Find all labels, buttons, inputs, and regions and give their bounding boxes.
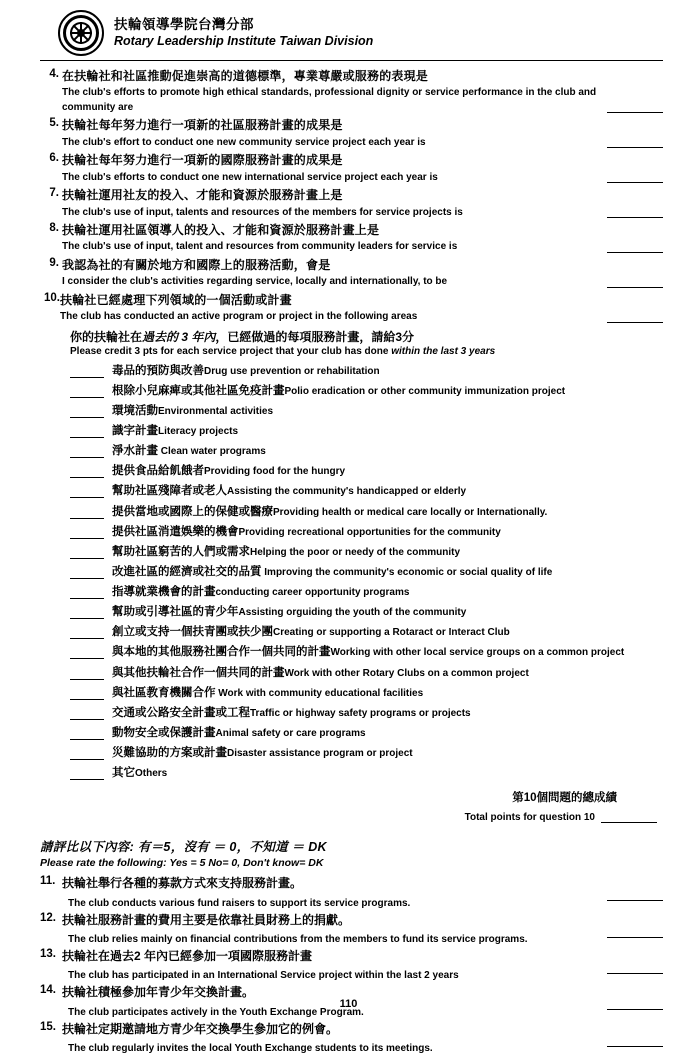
checklist-blank[interactable] bbox=[70, 386, 104, 398]
question-text-en: The club regularly invites the local Youth Exchange students to its meetings. bbox=[68, 1043, 433, 1055]
answer-blank[interactable] bbox=[607, 99, 663, 113]
rating-instruction bbox=[40, 837, 663, 869]
checklist-blank[interactable] bbox=[70, 647, 104, 659]
question-number: 12. bbox=[40, 911, 56, 924]
questions-section-2 bbox=[40, 875, 663, 1056]
credit-instruction bbox=[70, 328, 663, 357]
checklist-label-en: Providing health or medical care locally or Internationally. bbox=[273, 506, 548, 518]
checklist-blank[interactable] bbox=[70, 607, 104, 619]
question-row bbox=[40, 187, 663, 220]
list-item bbox=[70, 725, 663, 740]
answer-blank[interactable] bbox=[607, 887, 663, 901]
checklist-label-en: Animal safety or care programs bbox=[215, 727, 366, 739]
service-project-checklist bbox=[70, 363, 663, 780]
document-header bbox=[40, 10, 663, 56]
total-label-en: Total points for question 10 bbox=[464, 812, 595, 824]
checklist-label-en: Environmental activities bbox=[158, 405, 274, 417]
checklist-blank[interactable] bbox=[70, 366, 104, 378]
checklist-blank[interactable] bbox=[70, 486, 104, 498]
checklist-label-cn: 提供當地或國際上的保健或醫療 bbox=[112, 505, 273, 518]
page-number: 110 bbox=[339, 998, 358, 1010]
list-item bbox=[70, 423, 663, 438]
list-item bbox=[70, 765, 663, 780]
checklist-label-cn: 其它 bbox=[112, 767, 135, 780]
question-number: 11. bbox=[40, 875, 56, 888]
list-item bbox=[70, 403, 663, 418]
checklist-label-en: Work with community educational facilities bbox=[215, 687, 424, 699]
question-number: 8. bbox=[49, 222, 59, 235]
checklist-label-cn: 提供社區消遣娛樂的機會 bbox=[112, 525, 239, 538]
question-number: 10. bbox=[44, 291, 60, 304]
question-text-en: The club's efforts to conduct one new international service project each year is bbox=[62, 171, 438, 183]
checklist-blank[interactable] bbox=[70, 527, 104, 539]
question-number: 5. bbox=[49, 117, 59, 130]
checklist-blank[interactable] bbox=[70, 587, 104, 599]
answer-blank[interactable] bbox=[607, 924, 663, 938]
list-item bbox=[70, 705, 663, 720]
question-row bbox=[40, 292, 663, 325]
list-item bbox=[70, 383, 663, 398]
checklist-blank[interactable] bbox=[70, 708, 104, 720]
checklist-blank[interactable] bbox=[70, 547, 104, 559]
credit-instruction-cn: 你的扶輪社在過去的 3 年內，已經做過的每項服務計畫，請給3分 bbox=[70, 329, 415, 344]
checklist-blank[interactable] bbox=[70, 728, 104, 740]
question-text-en: The club's efforts to promote high ethical standards, professional dignity or service performance in the club and community are bbox=[62, 87, 597, 113]
checklist-label-en: Improving the community's economic or social quality of life bbox=[261, 566, 553, 578]
question-text-cn: 扶輪社服務計畫的費用主要是依靠社員財務上的捐獻。 bbox=[62, 912, 351, 927]
checklist-blank[interactable] bbox=[70, 668, 104, 680]
checklist-label-cn: 創立或支持一個扶青團或扶少團 bbox=[112, 626, 273, 639]
question-text-en: I consider the club's activities regarding service, locally and internationally, to be bbox=[62, 276, 448, 288]
question-text-cn: 扶輪社在過去2 年內已經參加一項國際服務計畫 bbox=[62, 948, 313, 963]
checklist-label-en: Polio eradication or other community immunization project bbox=[284, 385, 566, 397]
checklist-label-en: Working with other local service groups on a common project bbox=[330, 647, 625, 659]
list-item bbox=[70, 564, 663, 579]
checklist-label-cn: 與其他扶輪社合作一個共同的計畫 bbox=[112, 666, 285, 679]
checklist-label-cn: 與本地的其他服務社團合作一個共同的計畫 bbox=[112, 646, 331, 659]
checklist-label-cn: 根除小兒麻痺或其他社區免疫計畫 bbox=[112, 384, 285, 397]
question-text-cn: 扶輪社舉行各種的募款方式來支持服務計畫。 bbox=[62, 876, 303, 891]
checklist-blank[interactable] bbox=[70, 406, 104, 418]
checklist-blank[interactable] bbox=[70, 466, 104, 478]
org-name-en: Rotary Leadership Institute Taiwan Division bbox=[114, 33, 374, 48]
question-text-en: The club's use of input, talents and resources of the members for service projects is bbox=[62, 206, 463, 218]
org-name-cn: 扶輪領導學院台灣分部 bbox=[114, 16, 254, 32]
question-text-cn: 扶輪社定期邀請地方青少年交換學生參加它的例會。 bbox=[62, 1021, 339, 1036]
total-points-block bbox=[40, 789, 657, 823]
answer-blank[interactable] bbox=[607, 239, 663, 253]
checklist-label-cn: 毒品的預防與改善 bbox=[112, 364, 204, 377]
question-number: 13. bbox=[40, 947, 56, 960]
total-label-cn: 第10個問題的總成績 bbox=[512, 792, 617, 805]
header-divider bbox=[40, 60, 663, 61]
question-text-cn: 在扶輪社和社區推動促進崇高的道德標準，專業尊嚴或服務的表現是 bbox=[62, 69, 429, 83]
checklist-label-en: Work with other Rotary Clubs on a common project bbox=[284, 667, 529, 679]
question-number: 14. bbox=[40, 984, 56, 997]
checklist-label-en: Literacy projects bbox=[158, 426, 239, 438]
question-row bbox=[40, 257, 663, 290]
question-text-en: The club participates actively in the Youth Exchange Program. bbox=[68, 1006, 364, 1018]
question-text-en: The club conducts various fund raisers to support its service programs. bbox=[68, 897, 411, 909]
checklist-label-cn: 指導就業機會的計畫 bbox=[112, 586, 216, 599]
checklist-label-cn: 幫助或引導社區的青少年 bbox=[112, 606, 239, 619]
list-item bbox=[70, 624, 663, 639]
checklist-label-cn: 幫助社區殘障者或老人 bbox=[112, 485, 227, 498]
question-text-cn: 扶輪社積極參加年青少年交換計畫。 bbox=[62, 985, 255, 1000]
list-item bbox=[70, 685, 663, 700]
questions-section bbox=[40, 68, 663, 325]
checklist-label-cn: 與社區教育機關合作 bbox=[112, 686, 216, 699]
list-item bbox=[70, 544, 663, 559]
question-row bbox=[40, 912, 663, 947]
checklist-label-en: Creating or supporting a Rotaract or Interact Club bbox=[273, 627, 510, 639]
list-item bbox=[70, 483, 663, 498]
question-row bbox=[40, 875, 663, 910]
answer-blank[interactable] bbox=[607, 204, 663, 218]
answer-blank[interactable] bbox=[607, 309, 663, 323]
question-row bbox=[40, 68, 663, 115]
list-item bbox=[70, 443, 663, 458]
checklist-blank[interactable] bbox=[70, 748, 104, 760]
checklist-label-cn: 幫助社區窮苦的人們或需求 bbox=[112, 545, 250, 558]
question-number: 4. bbox=[49, 68, 59, 80]
list-item bbox=[70, 644, 663, 659]
organization-names bbox=[114, 17, 373, 50]
checklist-label-cn: 交通或公路安全計畫或工程 bbox=[112, 706, 250, 719]
list-item bbox=[70, 665, 663, 680]
checklist-label-cn: 識字計畫 bbox=[112, 425, 158, 438]
question-number: 9. bbox=[49, 256, 59, 269]
checklist-label-en: conducting career opportunity programs bbox=[215, 587, 410, 599]
question-row bbox=[40, 222, 663, 255]
question-number: 6. bbox=[49, 152, 59, 165]
answer-blank[interactable] bbox=[607, 274, 663, 288]
answer-blank[interactable] bbox=[607, 1033, 663, 1047]
checklist-blank[interactable] bbox=[70, 688, 104, 700]
question-text-cn: 扶輪社每年努力進行一項新的國際服務計畫的成果是 bbox=[62, 153, 343, 168]
checklist-blank[interactable] bbox=[70, 446, 104, 458]
rating-instruction-cn: 請評比以下內容: 有＝5，沒有 ＝ 0，不知道 ＝ DK bbox=[40, 840, 327, 855]
list-item bbox=[70, 584, 663, 599]
question-text-cn: 扶輪社運用社區領導人的投入、才能和資源於服務計畫上是 bbox=[62, 223, 380, 238]
question-text-en: The club relies mainly on financial contributions from the members to fund its service programs. bbox=[68, 933, 528, 945]
question-text-en: The club's use of input, talent and resources from community leaders for service is bbox=[62, 241, 458, 253]
list-item bbox=[70, 463, 663, 478]
checklist-blank[interactable] bbox=[70, 567, 104, 579]
checklist-label-en: Traffic or highway safety programs or projects bbox=[250, 707, 471, 719]
checklist-label-en: Providing food for the hungry bbox=[204, 466, 346, 478]
checklist-label-en: Assisting orguiding the youth of the community bbox=[238, 607, 467, 619]
checklist-label-en: Others bbox=[135, 768, 168, 780]
checklist-label-cn: 改進社區的經濟或社交的品質 bbox=[112, 565, 262, 578]
checklist-blank[interactable] bbox=[70, 426, 104, 438]
list-item bbox=[70, 604, 663, 619]
question-text-cn: 扶輪社運用社友的投入、才能和資源於服務計畫上是 bbox=[62, 188, 343, 203]
question-text-cn: 扶輪社已經處理下列領域的一個活動或計畫 bbox=[60, 292, 292, 307]
credit-instruction-en: Please credit 3 pts for each service project that your club has done within the last 3 years bbox=[70, 345, 496, 357]
checklist-blank[interactable] bbox=[70, 507, 104, 519]
checklist-label-en: Clean water programs bbox=[158, 446, 266, 458]
checklist-label-en: Helping the poor or needy of the community bbox=[250, 546, 461, 558]
checklist-label-cn: 環境活動 bbox=[112, 404, 158, 417]
rotary-wheel-icon bbox=[58, 10, 104, 56]
answer-blank[interactable] bbox=[607, 960, 663, 974]
checklist-label-en: Disaster assistance program or project bbox=[227, 748, 413, 760]
list-item bbox=[70, 524, 663, 539]
checklist-blank[interactable] bbox=[70, 627, 104, 639]
question-text-cn: 扶輪社每年努力進行一項新的社區服務計畫的成果是 bbox=[62, 118, 343, 133]
checklist-label-en: Drug use prevention or rehabilitation bbox=[204, 365, 380, 377]
checklist-label-cn: 淨水計畫 bbox=[112, 445, 158, 458]
list-item bbox=[70, 363, 663, 378]
question-text-en: The club's effort to conduct one new community service project each year is bbox=[62, 136, 426, 148]
question-row bbox=[40, 117, 663, 150]
checklist-label-cn: 災難協助的方案或計畫 bbox=[112, 747, 227, 760]
answer-blank[interactable] bbox=[607, 169, 663, 183]
question-number: 15. bbox=[40, 1020, 56, 1033]
total-points-blank[interactable] bbox=[601, 810, 657, 823]
answer-blank[interactable] bbox=[607, 134, 663, 148]
rating-instruction-en: Please rate the following: Yes = 5 No= 0, Don't know= DK bbox=[40, 857, 324, 870]
question-text-en: The club has conducted an active program or project in the following areas bbox=[60, 311, 418, 323]
question-text-cn: 我認為社的有關於地方和國際上的服務活動，會是 bbox=[62, 257, 331, 272]
list-item bbox=[70, 745, 663, 760]
question-number: 7. bbox=[49, 187, 59, 200]
checklist-label-cn: 提供食品給飢餓者 bbox=[112, 465, 204, 478]
checklist-label-en: Assisting the community's handicapped or elderly bbox=[227, 486, 467, 498]
checklist-label-cn: 動物安全或保護計畫 bbox=[112, 726, 216, 739]
question-row bbox=[40, 152, 663, 185]
question-row bbox=[40, 1021, 663, 1056]
question-row bbox=[40, 948, 663, 983]
checklist-label-en: Providing recreational opportunities for the community bbox=[238, 526, 501, 538]
list-item bbox=[70, 504, 663, 519]
checklist-blank[interactable] bbox=[70, 768, 104, 780]
question-text-en: The club has participated in an International Service project within the last 2 years bbox=[68, 970, 459, 982]
